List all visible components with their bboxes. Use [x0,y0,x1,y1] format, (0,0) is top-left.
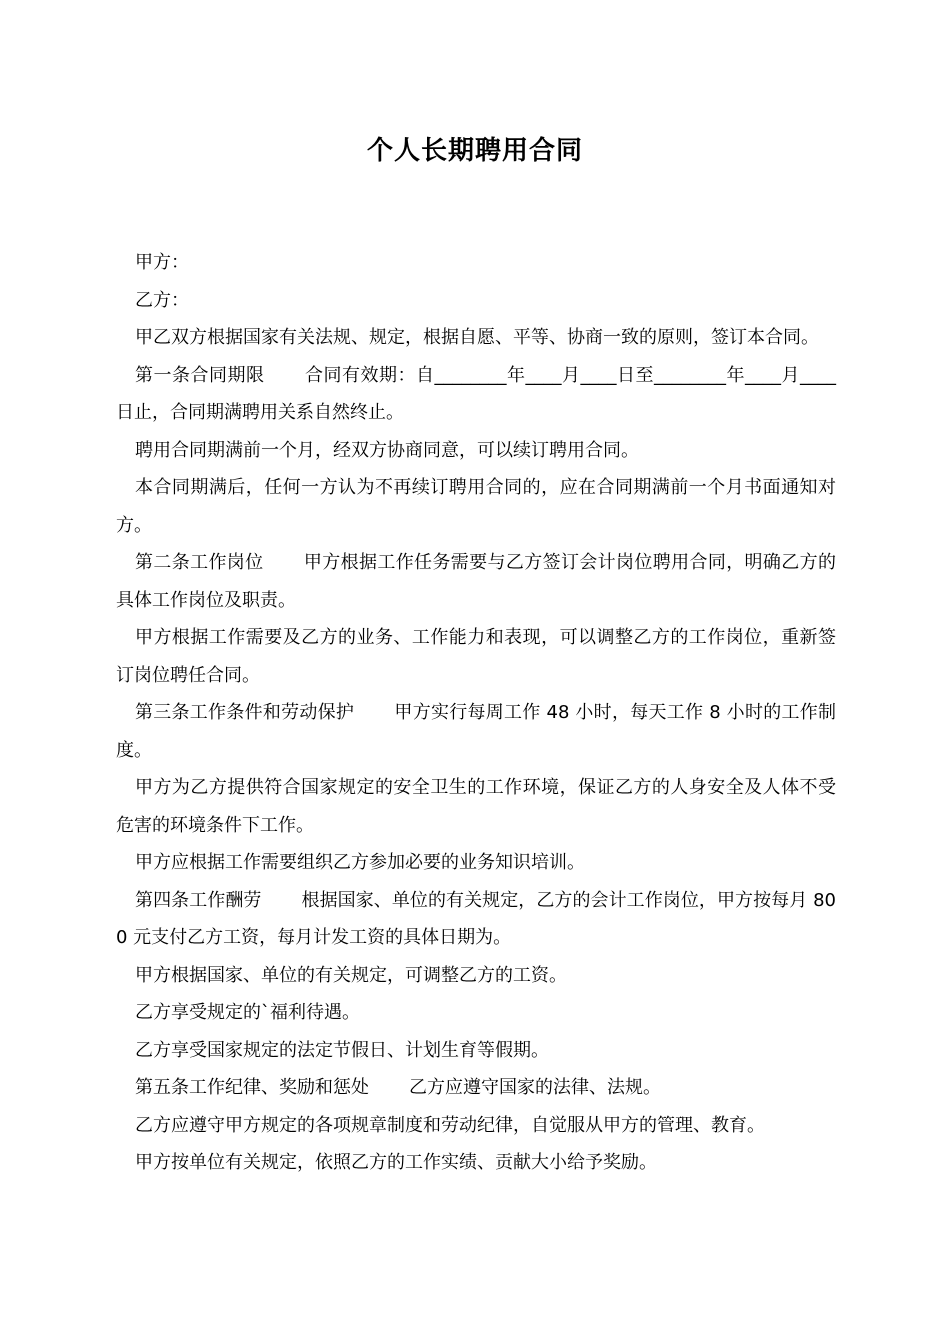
reward-paragraph [116,1144,836,1182]
training-paragraph [116,844,836,882]
non-renewal-paragraph [116,469,836,544]
article-heading: 第三条工作条件和劳动保护 [135,702,355,723]
paragraph-text: 聘用合同期满前一个月，经双方协商同意，可以续订聘用合同。 [135,439,639,461]
article-heading: 第二条工作岗位 [135,552,264,573]
paragraph-text: 乙方应遵守甲方规定的各项规章制度和劳动纪律，自觉服从甲方的管理、教育。 [135,1114,765,1136]
article-1-paragraph [116,357,836,432]
paragraph-text: 甲方实行每周工作 48 小时，每天工作 8 小时的工作制度。 [116,702,837,761]
party-b-line [116,282,836,320]
document-body [116,244,836,1182]
preamble-paragraph [116,319,836,357]
work-environment-paragraph [116,769,836,844]
paragraph-text: 甲方按单位有关规定，依照乙方的工作实绩、贡献大小给予奖励。 [135,1152,657,1173]
holidays-paragraph [116,1032,836,1070]
paragraph-text: 甲方根据工作需要及乙方的业务、工作能力和表现，可以调整乙方的工作岗位，重新签订岗位聘任合同。 [116,627,836,686]
article-2-paragraph [116,544,836,619]
paragraph-text: 本合同期满后，任何一方认为不再续订聘用合同的，应在合同期满前一个月书面通知对方。 [116,477,836,536]
article-heading: 第五条工作纪律、奖励和惩处 [135,1077,369,1098]
salary-adjust-paragraph [116,957,836,995]
renewal-paragraph [116,432,836,470]
discipline-paragraph [116,1107,836,1145]
paragraph-text: 根据国家、单位的有关规定，乙方的会计工作岗位，甲方按每月 800 元支付乙方工资，每月计发工资的具体日期为。 [116,889,837,948]
position-adjust-paragraph [116,619,836,694]
paragraph-text: 乙方享受规定的`福利待遇。 [135,1002,360,1023]
party-a-line [116,244,836,282]
article-3-paragraph [116,694,836,769]
paragraph-text: 甲方根据工作任务需要与乙方签订会计岗位聘用合同，明确乙方的具体工作岗位及职责。 [116,552,837,611]
welfare-paragraph [116,994,836,1032]
paragraph-text: 甲方应根据工作需要组织乙方参加必要的业务知识培训。 [135,852,585,873]
paragraph-text: 甲方： [135,252,189,273]
paragraph-text: 甲方为乙方提供符合国家规定的安全卫生的工作环境，保证乙方的人身安全及人体不受危害的环境条件下工作。 [116,777,836,836]
article-4-paragraph [116,882,836,957]
document-title: 个人长期聘用合同 [366,136,583,166]
paragraph-text: 乙方： [135,289,189,311]
paragraph-text: 甲乙双方根据国家有关法规、规定，根据自愿、平等、协商一致的原则，签订本合同。 [135,327,819,348]
paragraph-text: 乙方享受国家规定的法定节假日、计划生育等假期。 [135,1039,549,1061]
paragraph-text: 乙方应遵守国家的法律、法规。 [409,1077,661,1098]
article-5-paragraph [116,1069,836,1107]
paragraph-text: 甲方根据国家、单位的有关规定，可调整乙方的工资。 [135,964,567,986]
paragraph-text: 合同有效期：自________年____月____日至________年____月____日止，合同期满聘用关系自然终止。 [116,364,836,423]
article-heading: 第一条合同期限 [135,364,265,386]
article-heading: 第四条工作酬劳 [135,889,262,911]
